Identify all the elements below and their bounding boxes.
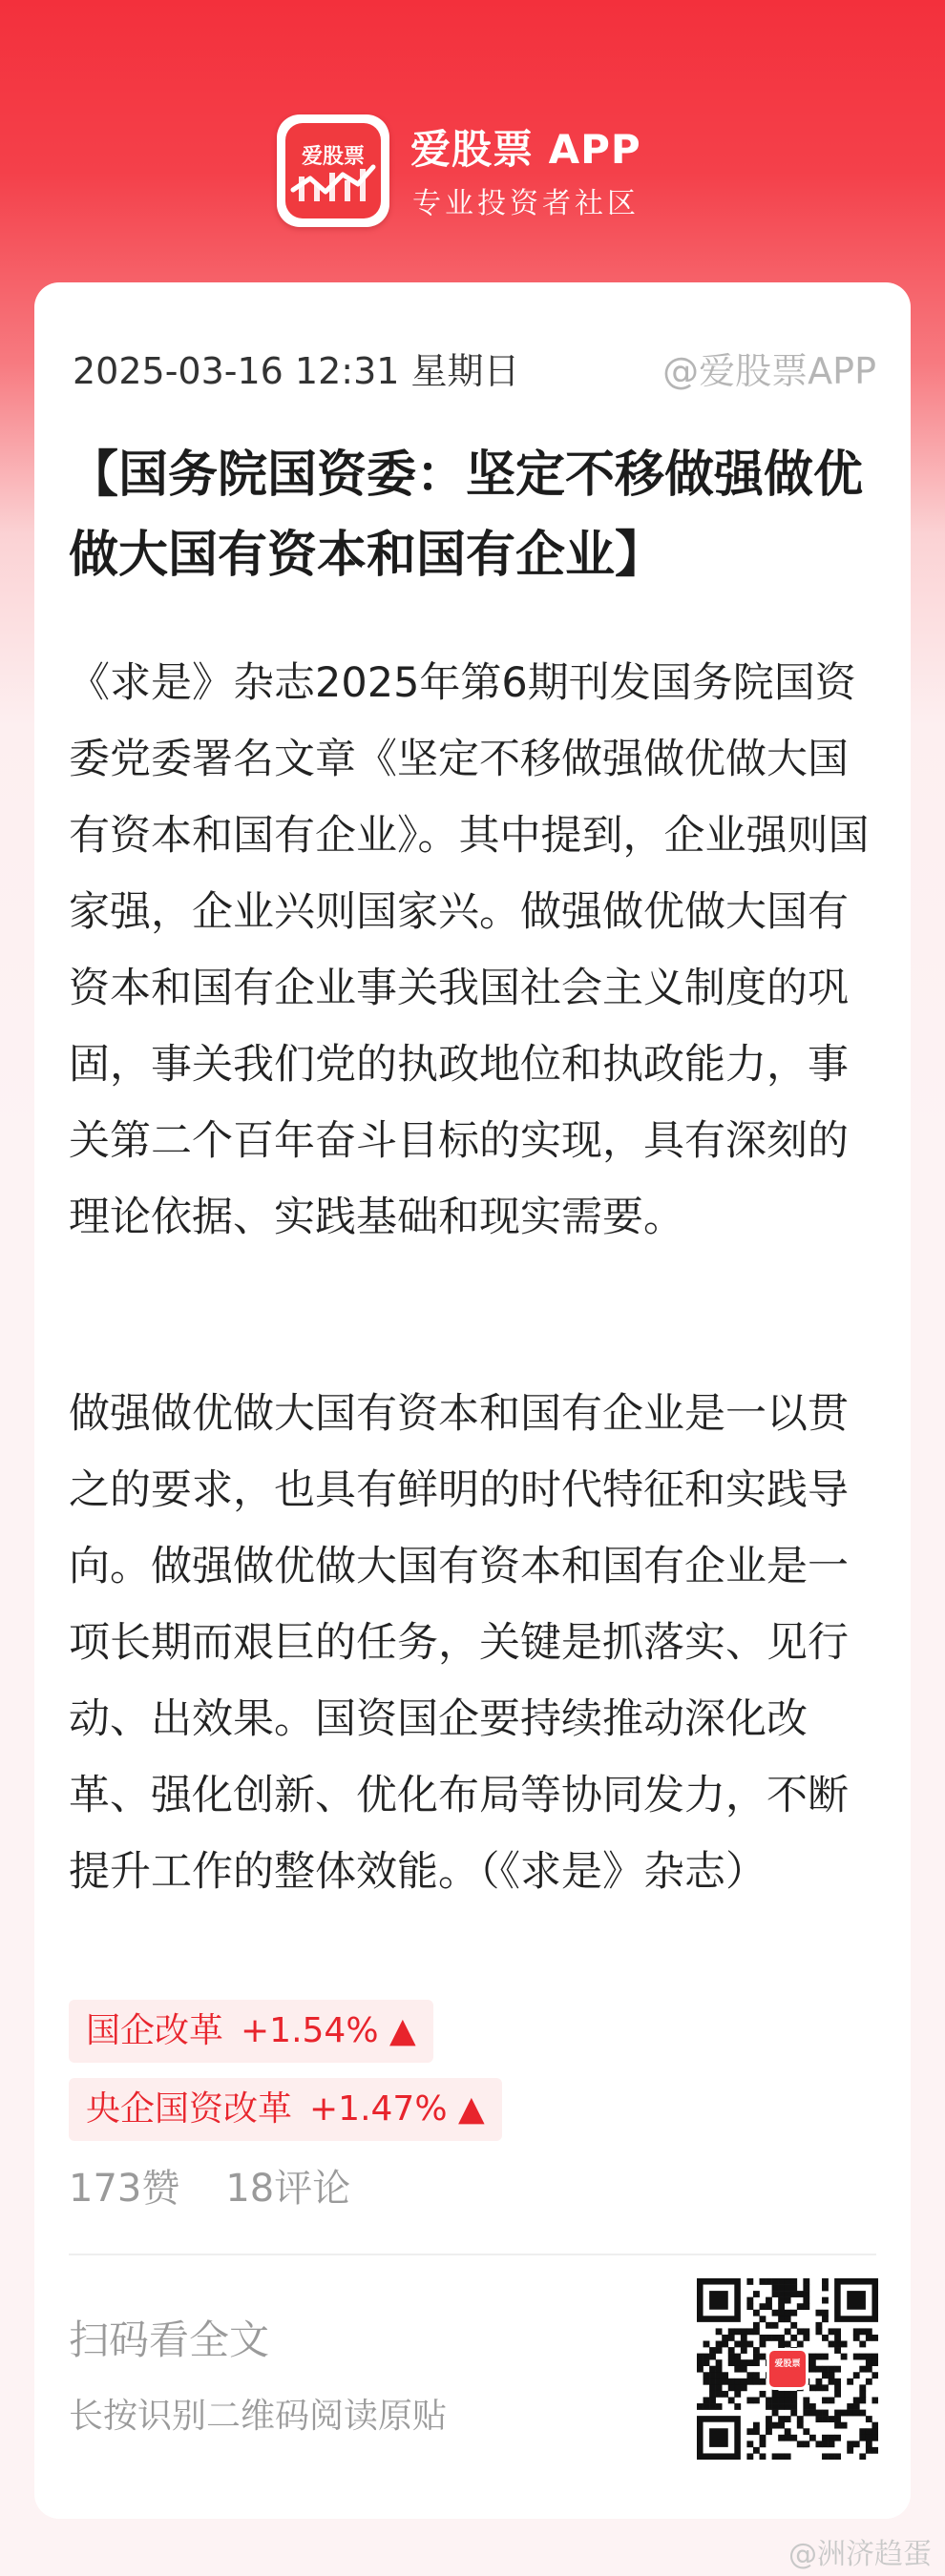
up-arrow-icon: ▲ [458,2089,485,2129]
watermark: @洲济趋蛋 [788,2538,932,2571]
tag-change: +1.47% [309,2089,448,2129]
app-name: 爱股票 APP [410,126,641,173]
like-count[interactable]: 173赞 [69,2167,180,2211]
comment-count[interactable]: 18评论 [225,2167,351,2211]
post-stats [69,2158,350,2212]
tag-change: +1.54% [241,2011,379,2050]
stock-tag-yangqi-guozi-gaige[interactable] [69,2078,502,2141]
scan-title: 扫码看全文 [69,2316,270,2363]
post-datetime: 2025-03-16 12:31 星期日 [73,350,520,392]
tag-name: 央企国资改革 [86,2089,293,2129]
app-slogan: 专业投资者社区 [412,187,640,220]
stock-trend-icon [285,123,381,218]
post-card [34,282,911,2519]
tag-name: 国企改革 [86,2011,224,2050]
qr-logo [766,2348,808,2390]
app-logo-text: 爱股票 [301,145,365,169]
post-title: 【国务院国资委：坚定不移做强做优做大国有资本和国有企业】 [69,447,864,584]
divider [69,2254,876,2255]
qr-logo-text: 爱股票 [774,2359,801,2369]
post-paragraph: 做强做优做大国有资本和国有企业是一以贯之的要求，也具有鲜明的时代特征和实践导向。做强做优做大国有资本和国有企业是一项长期而艰巨的任务，关键是抓落实、见行动、出效果。国资国企要持续推动深化改革、强化创新、优化布局等协同发力，不断提升工作的整体效能。（《求是》杂志） [69,1390,849,1896]
post-paragraph: 《求是》杂志2025年第6期刊发国务院国资委党委署名文章《坚定不移做强做优做大国有资本和国有企业》。其中提到，企业强则国家强，企业兴则国家兴。做强做优做大国有资本和国有企业事关我国社会主义制度的巩固，事关我们党的执政地位和执政能力，事关第二个百年奋斗目标的实现，具有深刻的理论依据、实践基础和现实需要。 [69,659,870,1241]
scan-subtitle: 长按识别二维码阅读原贴 [69,2397,448,2436]
app-logo [277,114,389,227]
app-header [0,0,945,286]
stock-tag-guoqi-gaige[interactable] [69,2000,433,2063]
qr-code[interactable] [697,2278,878,2460]
post-source[interactable]: @爱股票APP [662,350,876,392]
post-meta [73,342,876,392]
app-logo-tile [285,123,381,218]
up-arrow-icon: ▲ [389,2011,416,2050]
